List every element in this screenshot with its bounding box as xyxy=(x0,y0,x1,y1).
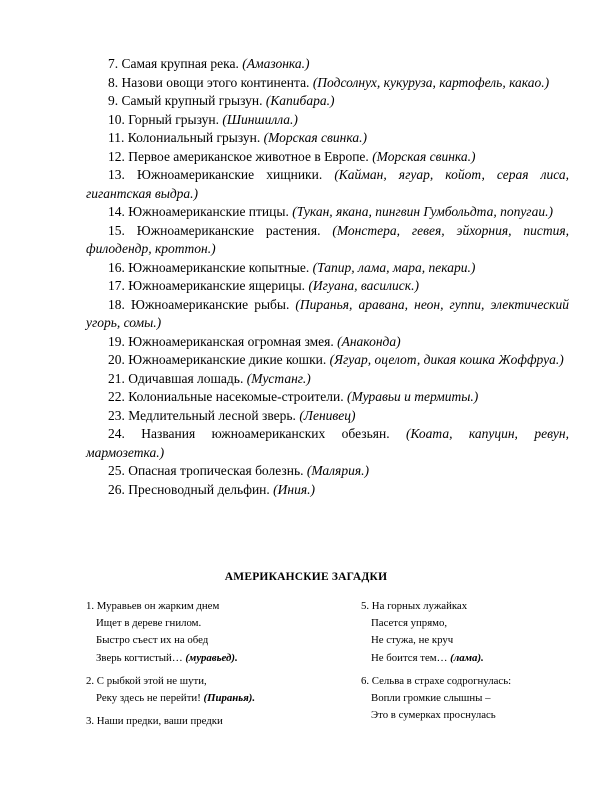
question-item xyxy=(86,333,569,352)
question-item xyxy=(86,481,569,500)
question-item xyxy=(86,370,569,389)
question-item xyxy=(86,259,569,278)
riddle-line: 2. С рыбкой этой не шути, xyxy=(86,674,207,687)
answer-text: (Малярия.) xyxy=(306,463,369,478)
question-text: 23. Медлительный лесной зверь. xyxy=(108,407,300,423)
answer-text: (Тапир, лама, мара, пекари.) xyxy=(312,259,476,275)
answer-text: (Капибара.) xyxy=(265,93,335,108)
question-item xyxy=(86,111,569,130)
riddle-line: Вопли громкие слышны – xyxy=(371,692,491,705)
question-text: 15. Южноамериканские растения. xyxy=(108,222,333,238)
riddle-last-text: Не боится тем… xyxy=(371,651,451,664)
riddles-right-column xyxy=(361,598,591,730)
question-item xyxy=(86,92,569,111)
riddle xyxy=(361,673,591,725)
answer-text: (Анаконда) xyxy=(337,333,401,349)
riddle-line: 5. На горных лужайках xyxy=(361,600,468,612)
question-item xyxy=(86,129,569,148)
answer-text: (Муравьи и термиты.) xyxy=(346,389,479,404)
question-text: 26. Пресноводный дельфин. xyxy=(108,481,274,497)
riddle-last-text: Зверь когтистый… xyxy=(96,651,186,664)
question-text: 20. Южноамериканские дикие кошки. xyxy=(108,352,330,367)
riddle-line: 6. Сельва в страхе содрогнулась: xyxy=(361,674,512,687)
answer-text: (Мустанг.) xyxy=(246,370,311,386)
question-item xyxy=(86,55,569,74)
question-item xyxy=(86,351,569,370)
riddle-line xyxy=(361,650,591,667)
question-item xyxy=(86,277,569,296)
question-text: 24. Названия южноамериканских обезьян. xyxy=(108,426,406,441)
riddle-answer: (Пиранья). xyxy=(203,692,256,705)
section-title: АМЕРИКАНСКИЕ ЗАГАДКИ xyxy=(224,571,388,583)
question-text: 7. Самая крупная река. xyxy=(108,56,243,71)
question-text: 22. Колониальные насекомые-строители. xyxy=(108,389,347,404)
riddle-line: Быстро съест их на обед xyxy=(96,634,209,647)
riddle-line xyxy=(86,690,346,707)
answer-text: (Иния.) xyxy=(273,481,315,497)
answer-text: (Ленивец) xyxy=(299,407,356,423)
question-text: 25. Опасная тропическая болезнь. xyxy=(108,463,307,478)
riddle-line: Ищет в дереве гнилом. xyxy=(96,617,202,630)
answer-text: (Кайман, ягуар, койот, серая лиса, гигантская выдра.) xyxy=(86,167,569,201)
answer-text: (Амазонка.) xyxy=(242,56,310,71)
question-item xyxy=(86,74,569,93)
riddle-line xyxy=(86,650,346,667)
question-item xyxy=(86,148,569,167)
question-text: 21. Одичавшая лошадь. xyxy=(108,370,247,386)
answer-text: (Монстера, гевея, эйхорния, пистия, филодендр, кроттон.) xyxy=(86,222,569,256)
question-item xyxy=(86,296,569,333)
answer-text: (Игуана, василиск.) xyxy=(308,278,419,293)
question-text: 13. Южноамериканские хищники. xyxy=(108,167,335,182)
riddle-line: 1. Муравьев он жарким днем xyxy=(86,600,220,612)
answer-text: (Подсолнух, кукуруза, картофель, какао.) xyxy=(312,74,550,90)
question-item xyxy=(86,462,569,481)
question-text: 14. Южноамериканские птицы. xyxy=(108,204,293,219)
answer-text: (Коата, капуцин, ревун, мармозетка.) xyxy=(86,426,569,460)
riddle-line: Это в сумерках проснулась xyxy=(371,709,496,722)
question-text: 8. Назови овощи этого континента. xyxy=(108,74,313,90)
question-text: 12. Первое американское животное в Европе. xyxy=(108,148,373,164)
question-text: 19. Южноамериканская огромная змея. xyxy=(108,333,338,349)
question-text: 11. Колониальный грызун. xyxy=(108,130,264,145)
answer-text: (Морская свинка.) xyxy=(372,148,476,164)
question-item xyxy=(86,388,569,407)
riddle-answer: (лама). xyxy=(450,651,484,664)
question-item xyxy=(86,425,569,462)
riddle-line: 3. Наши предки, ваши предки xyxy=(86,715,223,728)
answer-text: (Пиранья, аравана, неон, гуппи, электический угорь, сомы.) xyxy=(86,296,569,330)
question-text: 18. Южноамериканские рыбы. xyxy=(108,296,296,312)
question-text: 9. Самый крупный грызун. xyxy=(108,93,266,108)
riddle xyxy=(86,673,346,707)
answer-text: (Морская свинка.) xyxy=(263,130,367,145)
riddle-line: Не стужа, не круч xyxy=(371,634,454,647)
question-text: 17. Южноамериканские ящерицы. xyxy=(108,278,309,293)
answer-text: (Шиншилла.) xyxy=(222,111,298,127)
riddle-line: Пасется упрямо, xyxy=(371,617,448,630)
riddle-last-text: Реку здесь не перейти! xyxy=(96,692,204,705)
question-item xyxy=(86,203,569,222)
answer-text: (Ягуар, оцелот, дикая кошка Жоффруа.) xyxy=(329,352,564,367)
riddle xyxy=(361,598,591,667)
riddle-answer: (муравьед). xyxy=(185,651,238,664)
question-item xyxy=(86,166,569,203)
question-list xyxy=(86,55,569,499)
question-item xyxy=(86,407,569,426)
question-text: 16. Южноамериканские копытные. xyxy=(108,259,313,275)
riddle xyxy=(86,713,346,730)
question-item xyxy=(86,222,569,259)
question-text: 10. Горный грызун. xyxy=(108,111,223,127)
answer-text: (Тукан, якана, пингвин Гумбольдта, попугаи.) xyxy=(292,204,553,219)
riddle xyxy=(86,598,346,667)
riddles-left-column xyxy=(86,598,346,736)
